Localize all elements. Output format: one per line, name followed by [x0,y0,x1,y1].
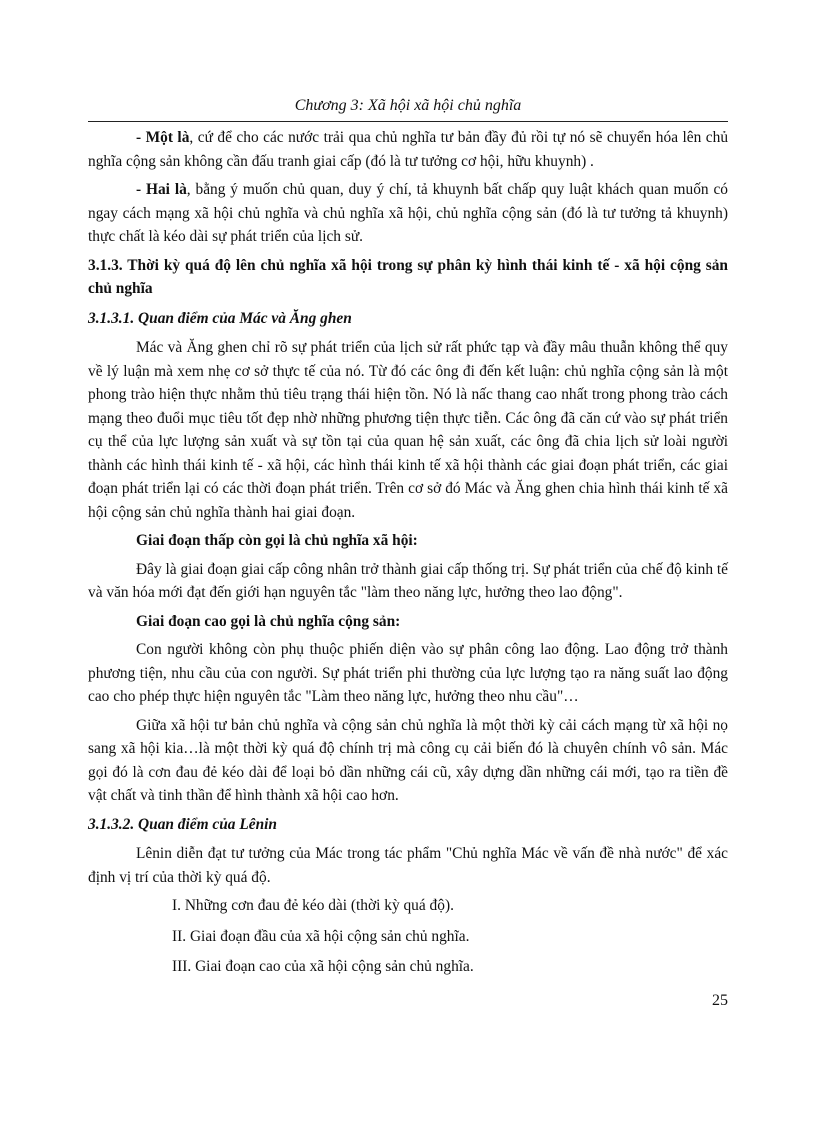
intro-paragraph-2 [88,178,728,249]
intro-lead-1: - Một là [136,129,190,146]
page-number: 25 [712,992,728,1009]
list-item: II. Giai đoạn đầu của xã hội cộng sản chủ nghĩa. [172,927,470,945]
intro-text-1: , cứ để cho các nước trải qua chủ nghĩa tư bản đầy đủ rồi tự nó sẽ chuyển hóa lên chủ nghĩa cộng sản không cần đấu tranh giai cấp (đó là tư tưởng cơ hội, hữu khuynh) . [88,129,729,170]
list-item: I. Những cơn đau đẻ kéo dài (thời kỳ quá độ). [172,897,454,914]
transition-paragraph: Giữa xã hội tư bản chủ nghĩa và cộng sản chủ nghĩa là một thời kỳ cải cách mạng từ xã hội nọ sang xã hội kia…là một thời kỳ quá độ chính trị mà công cụ cải biến đó là chuyên chính vô sản. Mác gọi đó là cơn đau đẻ kéo dài để loại bỏ dần những cái cũ, xây dựng dần những cái mới, tạo ra tiền đề vật chất và tinh thần để hình thành xã hội cao hơn. [88,716,728,804]
high-stage-title: Giai đoạn cao gọi là chủ nghĩa cộng sản: [136,612,401,630]
intro-text-2: , bằng ý muốn chủ quan, duy ý chí, tả khuynh bất chấp quy luật khách quan muốn có ngay cách mạng xã hội chủ nghĩa và chủ nghĩa xã hội, chủ nghĩa cộng sản (đó là tư tưởng tả khuynh) thực chất là kéo dài sự phát triển của lịch sử. [88,181,728,245]
list-item: III. Giai đoạn cao của xã hội cộng sản chủ nghĩa. [172,958,474,975]
low-stage-title: Giai đoạn thấp còn gọi là chủ nghĩa xã hội: [136,532,418,549]
running-header: Chương 3: Xã hội xã hội chủ nghĩa [294,97,522,114]
section-heading-3-1-3-1: 3.1.3.1. Quan điểm của Mác và Ăng ghen [88,309,352,327]
intro-lead-2: - Hai là [136,181,187,198]
low-stage-paragraph: Đây là giai đoạn giai cấp công nhân trở thành giai cấp thống trị. Sự phát triển của chế độ kinh tế và văn hóa mới đạt đến giới hạn nguyên tắc "làm theo năng lực, hưởng theo lao động". [88,560,728,601]
high-stage-paragraph: Con người không còn phụ thuộc phiến diện vào sự phân công lao động. Lao động trở thành phương tiện, nhu cầu của con người. Sự phát triển phi thường của lực lượng tạo ra năng suất lao động cao cho phép thực hiện nguyên tắc "Làm theo năng lực, hưởng theo nhu cầu"… [88,641,728,705]
section-heading-3-1-3: 3.1.3. Thời kỳ quá độ lên chủ nghĩa xã hội trong sự phân kỳ hình thái kinh tế - xã hội cộng sản chủ nghĩa [88,256,728,297]
lenin-stage-list [88,894,728,979]
lenin-paragraph: Lênin diễn đạt tư tưởng của Mác trong tác phẩm "Chủ nghĩa Mác về vấn đề nhà nước" để xác định vị trí của thời kỳ quá độ. [88,845,728,886]
marx-engels-paragraph: Mác và Ăng ghen chỉ rõ sự phát triển của lịch sử rất phức tạp và đầy mâu thuẫn không thể quy về lý luận mà xem nhẹ cơ sở thực tế của nó. Từ đó các ông đi đến kết luận: chủ nghĩa cộng sản là một phong trào hiện thực nhằm thủ tiêu trạng thái hiện tồn. Nó là nấc thang cao nhất trong phong trào cách mạng theo đuổi mục tiêu tốt đẹp nhờ những phương tiện thực tiễn. Các ông đã căn cứ vào sự phát triển cụ thể của lực lượng sản xuất và sự tồn tại của quan hệ sản xuất, các ông đã chia lịch sử loài người thành các hình thái kinh tế - xã hội, các hình thái kinh tế xã hội thành các giai đoạn phát triển, các giai đoạn phát triển lại có các thời đoạn phát triển. Trên cơ sở đó Mác và Ăng ghen chia hình thái kinh tế xã hội cộng sản chủ nghĩa thành hai giai đoạn. [88,339,728,521]
section-heading-3-1-3-2: 3.1.3.2. Quan điểm của Lênin [88,815,277,833]
page-body [88,126,728,986]
intro-paragraph-1 [88,126,728,173]
header-rule [88,121,728,122]
